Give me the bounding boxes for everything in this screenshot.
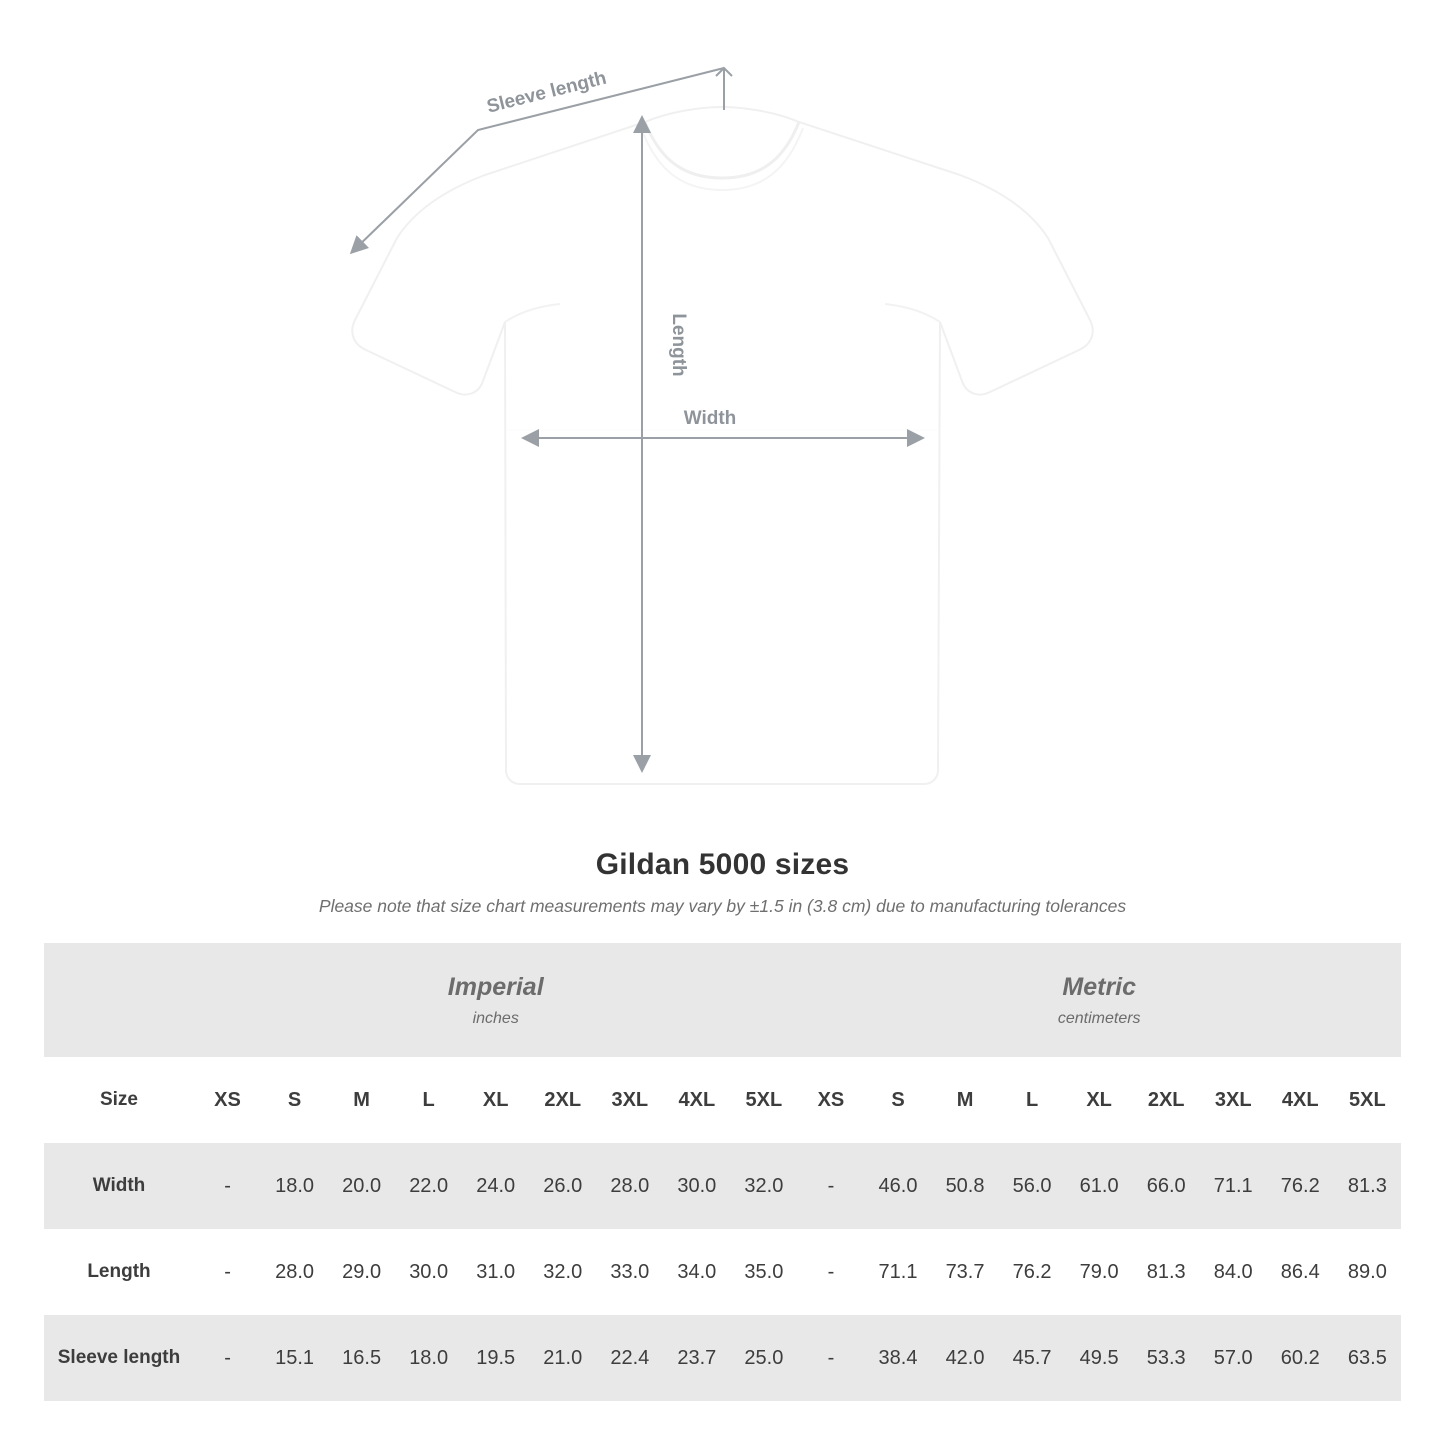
size-header-metric-xs: XS — [797, 1057, 864, 1143]
unit-group-imperial-sub: inches — [472, 1009, 519, 1027]
cell-sleeve-metric-l: 45.7 — [999, 1315, 1066, 1401]
cell-width-imperial-m: 20.0 — [328, 1143, 395, 1229]
size-header-imperial-xl: XL — [462, 1057, 529, 1143]
cell-length-metric-l: 76.2 — [999, 1229, 1066, 1315]
size-header-metric-l: L — [999, 1057, 1066, 1143]
cell-sleeve-imperial-xs: - — [194, 1315, 261, 1401]
cell-width-metric-l: 56.0 — [999, 1143, 1066, 1229]
unit-group-metric-sub: centimeters — [1057, 1009, 1141, 1027]
cell-sleeve-metric-3xl: 57.0 — [1200, 1315, 1267, 1401]
size-header-metric-4xl: 4XL — [1267, 1057, 1334, 1143]
cell-length-metric-m: 73.7 — [932, 1229, 999, 1315]
page-title: Gildan 5000 sizes — [595, 848, 850, 881]
cell-width-metric-5xl: 81.3 — [1334, 1143, 1401, 1229]
length-label: Length — [668, 313, 689, 377]
row-label-length: Length — [44, 1229, 194, 1315]
cell-length-imperial-xl: 31.0 — [462, 1229, 529, 1315]
row-label-width: Width — [44, 1143, 194, 1229]
size-table — [44, 943, 1401, 1401]
cell-width-metric-xl: 61.0 — [1066, 1143, 1133, 1229]
cell-sleeve-imperial-4xl: 23.7 — [663, 1315, 730, 1401]
sleeve-length-label: Sleeve length — [484, 67, 609, 118]
table-row — [44, 1143, 1401, 1229]
cell-sleeve-metric-5xl: 63.5 — [1334, 1315, 1401, 1401]
size-header-imperial-l: L — [395, 1057, 462, 1143]
table-row — [44, 1229, 1401, 1315]
size-header-metric-3xl: 3XL — [1200, 1057, 1267, 1143]
cell-sleeve-imperial-l: 18.0 — [395, 1315, 462, 1401]
cell-sleeve-metric-xl: 49.5 — [1066, 1315, 1133, 1401]
size-header-imperial-s: S — [261, 1057, 328, 1143]
size-header-metric-xl: XL — [1066, 1057, 1133, 1143]
cell-sleeve-metric-4xl: 60.2 — [1267, 1315, 1334, 1401]
cell-length-metric-3xl: 84.0 — [1200, 1229, 1267, 1315]
cell-sleeve-imperial-s: 15.1 — [261, 1315, 328, 1401]
row-label-sleeve-length: Sleeve length — [44, 1315, 194, 1401]
cell-length-imperial-l: 30.0 — [395, 1229, 462, 1315]
cell-width-metric-m: 50.8 — [932, 1143, 999, 1229]
size-header-row — [44, 1057, 1401, 1143]
size-header-imperial-5xl: 5XL — [730, 1057, 797, 1143]
cell-width-metric-3xl: 71.1 — [1200, 1143, 1267, 1229]
cell-length-imperial-xs: - — [194, 1229, 261, 1315]
unit-group-imperial-name: Imperial — [447, 973, 544, 1002]
size-header-imperial-3xl: 3XL — [596, 1057, 663, 1143]
size-table-wrapper — [0, 943, 1445, 1401]
width-label: Width — [683, 408, 737, 429]
size-header-metric-m: M — [932, 1057, 999, 1143]
unit-group-imperial — [194, 943, 797, 1057]
size-header-metric-2xl: 2XL — [1133, 1057, 1200, 1143]
cell-width-imperial-xs: - — [194, 1143, 261, 1229]
cell-length-imperial-2xl: 32.0 — [529, 1229, 596, 1315]
cell-length-imperial-5xl: 35.0 — [730, 1229, 797, 1315]
cell-length-imperial-m: 29.0 — [328, 1229, 395, 1315]
cell-width-metric-4xl: 76.2 — [1267, 1143, 1334, 1229]
cell-length-imperial-s: 28.0 — [261, 1229, 328, 1315]
cell-length-metric-4xl: 86.4 — [1267, 1229, 1334, 1315]
unit-header-spacer — [44, 943, 194, 1057]
unit-group-metric-name: Metric — [1062, 973, 1137, 1002]
cell-sleeve-metric-s: 38.4 — [864, 1315, 931, 1401]
chart-header — [0, 848, 1445, 917]
cell-sleeve-metric-xs: - — [797, 1315, 864, 1401]
cell-sleeve-imperial-3xl: 22.4 — [596, 1315, 663, 1401]
size-header-imperial-xs: XS — [194, 1057, 261, 1143]
tshirt-shape — [352, 107, 1092, 784]
size-header-imperial-m: M — [328, 1057, 395, 1143]
cell-length-metric-2xl: 81.3 — [1133, 1229, 1200, 1315]
cell-width-imperial-xl: 24.0 — [462, 1143, 529, 1229]
unit-group-header-row — [44, 943, 1401, 1057]
cell-width-imperial-s: 18.0 — [261, 1143, 328, 1229]
cell-width-imperial-3xl: 28.0 — [596, 1143, 663, 1229]
cell-sleeve-metric-m: 42.0 — [932, 1315, 999, 1401]
cell-length-imperial-4xl: 34.0 — [663, 1229, 730, 1315]
cell-length-metric-xl: 79.0 — [1066, 1229, 1133, 1315]
cell-width-metric-s: 46.0 — [864, 1143, 931, 1229]
cell-length-metric-5xl: 89.0 — [1334, 1229, 1401, 1315]
size-header-label: Size — [44, 1057, 194, 1143]
cell-width-metric-2xl: 66.0 — [1133, 1143, 1200, 1229]
size-header-imperial-2xl: 2XL — [529, 1057, 596, 1143]
unit-group-metric — [797, 943, 1401, 1057]
cell-sleeve-imperial-2xl: 21.0 — [529, 1315, 596, 1401]
cell-length-metric-xs: - — [797, 1229, 864, 1315]
table-row — [44, 1315, 1401, 1401]
tolerance-note: Please note that size chart measurements may vary by ±1.5 in (3.8 cm) due to manufacturing tolerances — [318, 896, 1127, 916]
cell-width-imperial-l: 22.0 — [395, 1143, 462, 1229]
cell-width-imperial-5xl: 32.0 — [730, 1143, 797, 1229]
size-header-imperial-4xl: 4XL — [663, 1057, 730, 1143]
cell-length-imperial-3xl: 33.0 — [596, 1229, 663, 1315]
cell-sleeve-imperial-m: 16.5 — [328, 1315, 395, 1401]
cell-sleeve-imperial-xl: 19.5 — [462, 1315, 529, 1401]
cell-sleeve-imperial-5xl: 25.0 — [730, 1315, 797, 1401]
size-header-metric-s: S — [864, 1057, 931, 1143]
cell-width-imperial-2xl: 26.0 — [529, 1143, 596, 1229]
size-header-metric-5xl: 5XL — [1334, 1057, 1401, 1143]
cell-length-metric-s: 71.1 — [864, 1229, 931, 1315]
cell-width-metric-xs: - — [797, 1143, 864, 1229]
cell-width-imperial-4xl: 30.0 — [663, 1143, 730, 1229]
cell-sleeve-metric-2xl: 53.3 — [1133, 1315, 1200, 1401]
